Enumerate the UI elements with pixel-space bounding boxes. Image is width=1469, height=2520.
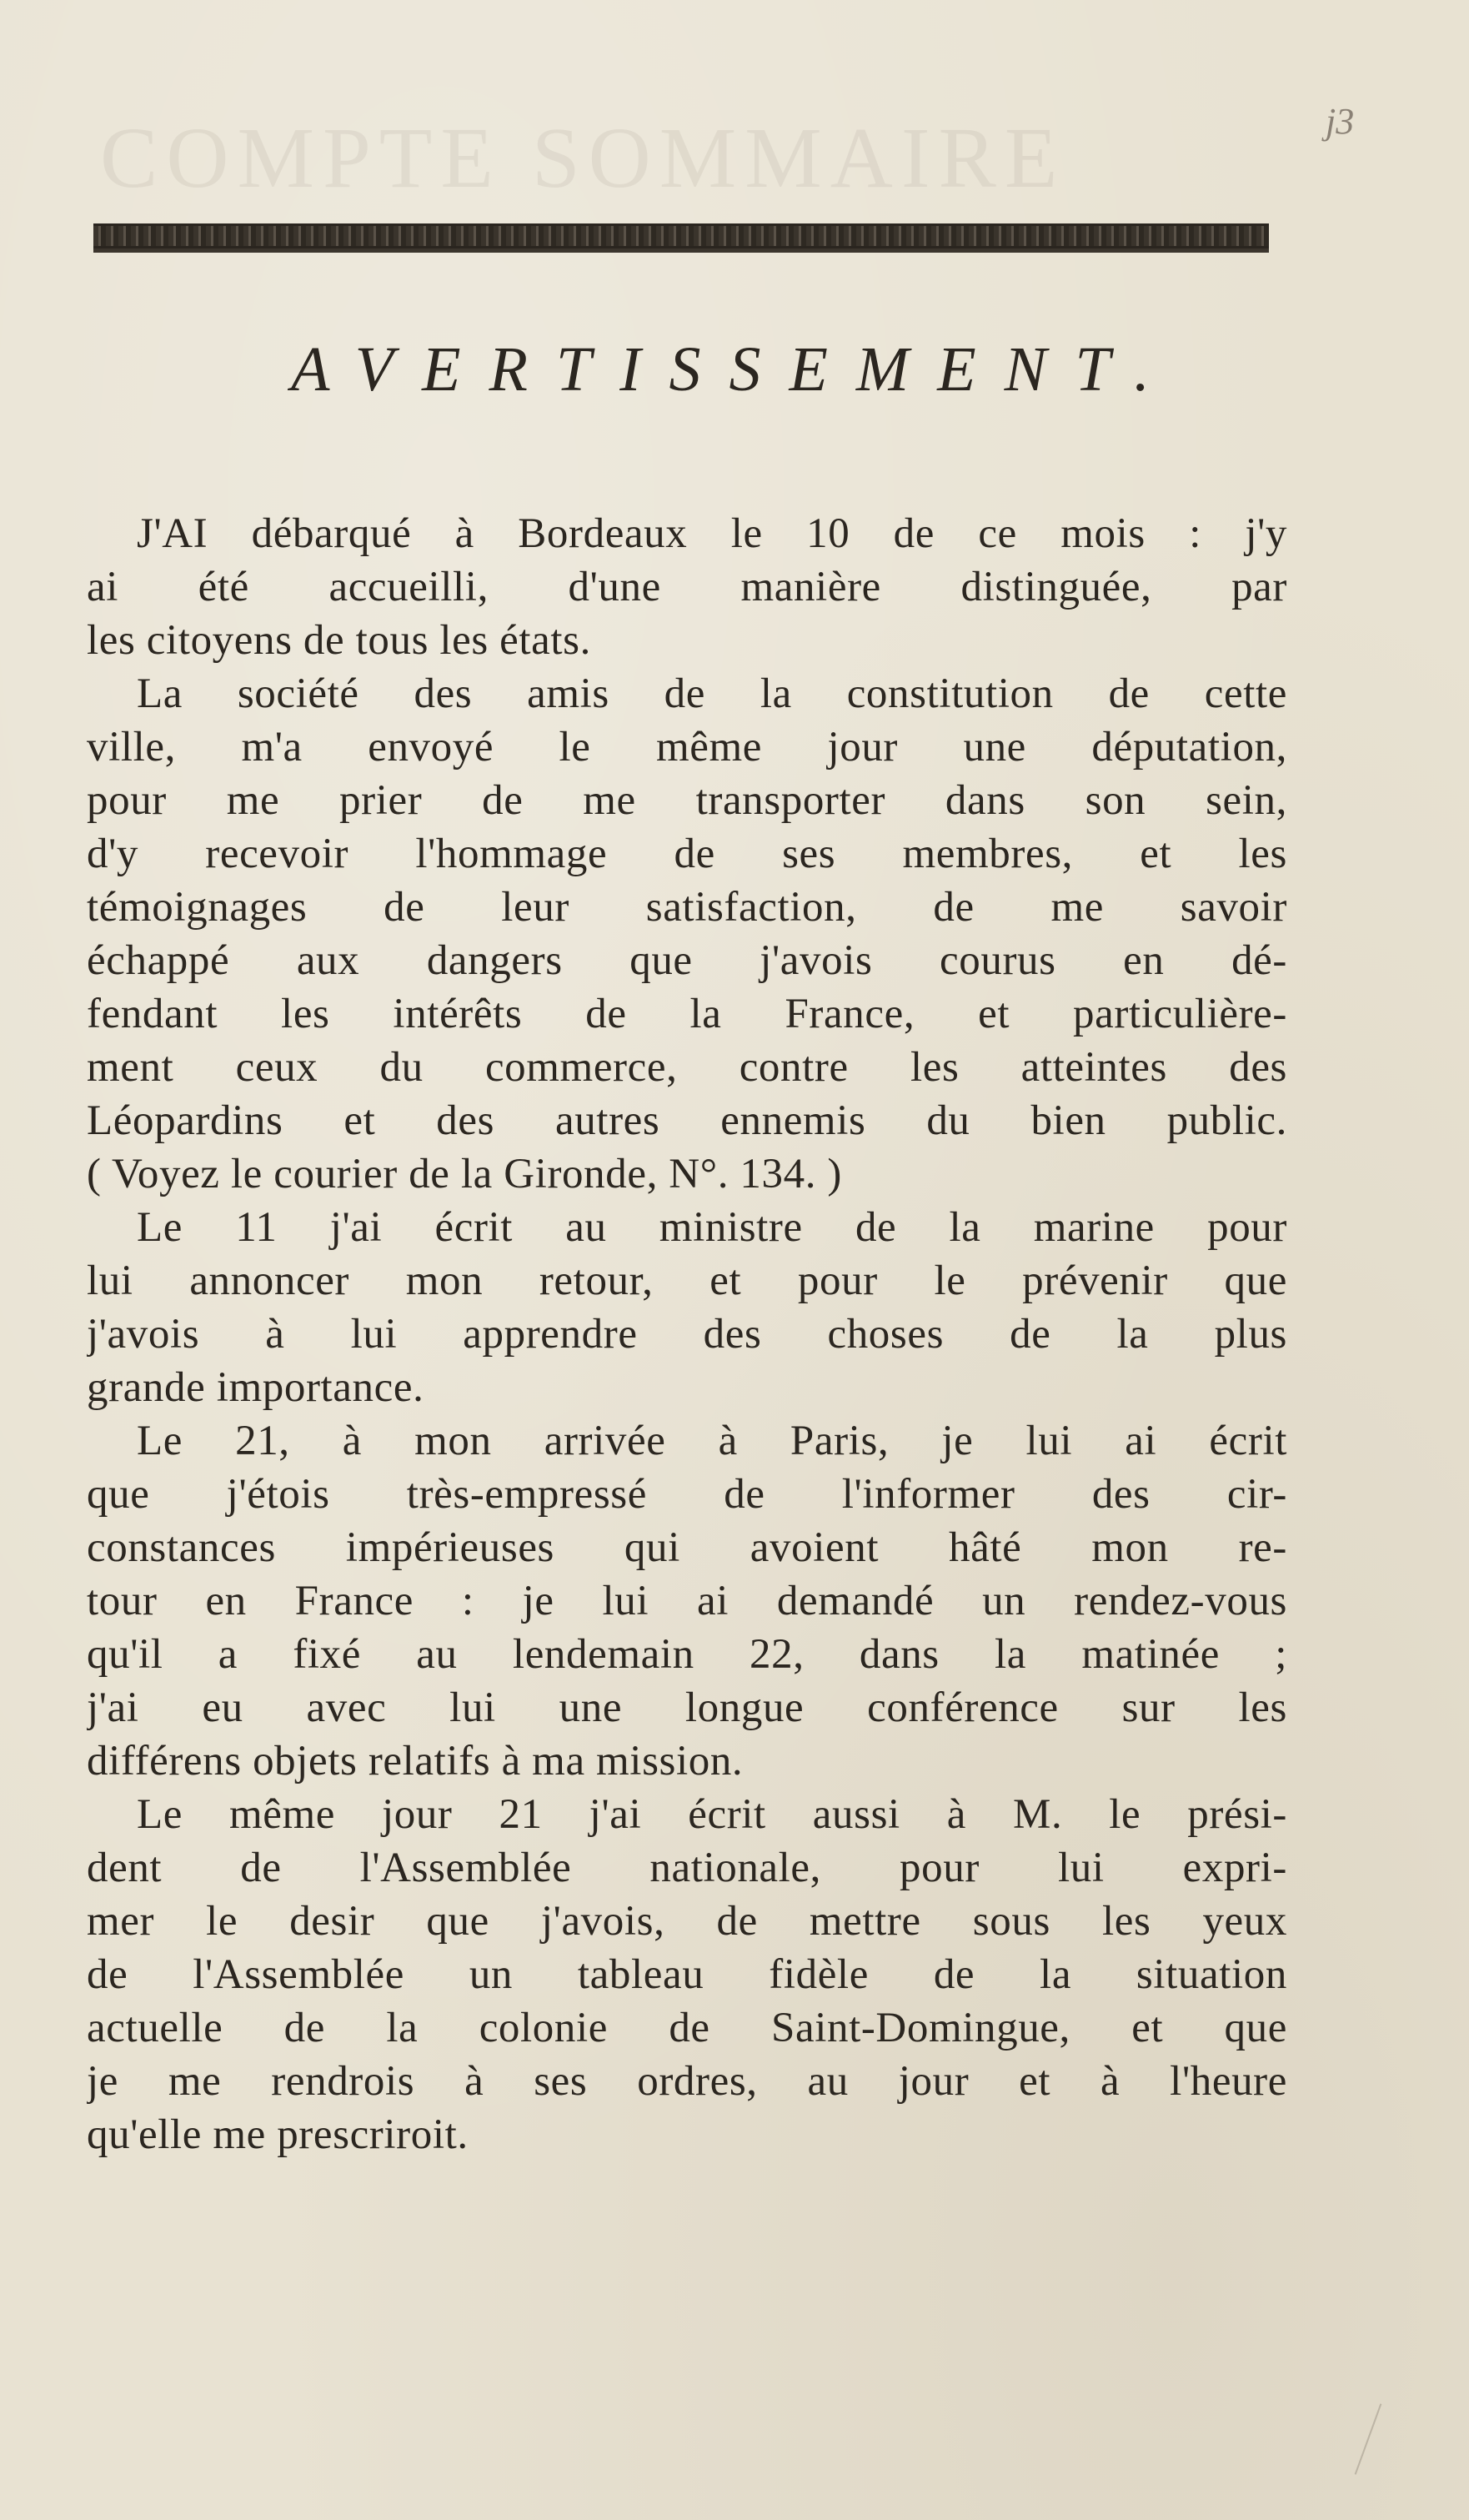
text-line: Le 21, à mon arrivée à Paris, je lui ai écrit: [137, 1418, 1287, 1464]
text-line: j'avois à lui apprendre des choses de la plus: [87, 1311, 1287, 1358]
body-text: [87, 507, 1287, 2161]
text-line: lui annoncer mon retour, et pour le prévenir que: [87, 1257, 1287, 1304]
text-line: qu'elle me prescriroit.: [87, 2111, 469, 2158]
text-line: Le même jour 21 j'ai écrit aussi à M. le prési-: [137, 1791, 1287, 1838]
bleed-through-heading: COMPTE SOMMAIRE: [100, 110, 1066, 206]
page-title: AVERTISSEMENT.: [291, 334, 1178, 404]
text-line: tour en France : je lui ai demandé un rendez-vous: [87, 1578, 1287, 1624]
text-line: mer le desir que j'avois, de mettre sous les yeux: [87, 1898, 1287, 1945]
page-mark: j3: [1326, 101, 1355, 142]
text-line: témoignages de leur satisfaction, de me savoir: [87, 884, 1287, 931]
text-line: ville, m'a envoyé le même jour une députation,: [87, 724, 1287, 771]
text-line: fendant les intérêts de la France, et particulière-: [87, 991, 1287, 1037]
text-line: les citoyens de tous les états.: [87, 617, 591, 664]
text-line: différens objets relatifs à ma mission.: [87, 1738, 744, 1785]
ornamental-rule: [93, 223, 1269, 248]
paper-mark: [1355, 2403, 1382, 2474]
text-line: j'ai eu avec lui une longue conférence sur les: [87, 1684, 1287, 1731]
text-line: La société des amis de la constitution de cette: [137, 670, 1287, 717]
text-line: ai été accueilli, d'une manière distinguée, par: [87, 564, 1287, 610]
paragraph-3: [87, 1201, 1287, 1414]
text-line: constances impérieuses qui avoient hâté mon re-: [87, 1524, 1287, 1571]
text-line: je me rendrois à ses ordres, au jour et à l'heure: [87, 2058, 1287, 2105]
text-line: d'y recevoir l'hommage de ses membres, et les: [87, 831, 1287, 877]
paragraph-5: [87, 1788, 1287, 2161]
paragraph-2: [87, 667, 1287, 1201]
text-line: qu'il a fixé au lendemain 22, dans la matinée ;: [87, 1631, 1287, 1678]
text-line: de l'Assemblée un tableau fidèle de la situation: [87, 1951, 1287, 1998]
paragraph-4: [87, 1414, 1287, 1788]
text-line: ment ceux du commerce, contre les atteintes des: [87, 1044, 1287, 1091]
rule-underline: [93, 248, 1269, 253]
text-line: ( Voyez le courier de la Gironde, N°. 134. ): [87, 1151, 842, 1197]
text-line: Léopardins et des autres ennemis du bien public.: [87, 1097, 1287, 1144]
text-line: pour me prier de me transporter dans son sein,: [87, 777, 1287, 824]
text-line: Le 11 j'ai écrit au ministre de la marine pour: [137, 1204, 1287, 1251]
text-line: que j'étois très-empressé de l'informer des cir-: [87, 1471, 1287, 1518]
text-line: échappé aux dangers que j'avois courus en dé-: [87, 937, 1287, 984]
text-line: dent de l'Assemblée nationale, pour lui expri-: [87, 1845, 1287, 1891]
text-line: actuelle de la colonie de Saint-Domingue, et que: [87, 2005, 1287, 2051]
text-line: J'AI débarqué à Bordeaux le 10 de ce mois : j'y: [137, 510, 1287, 557]
paragraph-1: [87, 507, 1287, 667]
text-line: grande importance.: [87, 1364, 424, 1411]
